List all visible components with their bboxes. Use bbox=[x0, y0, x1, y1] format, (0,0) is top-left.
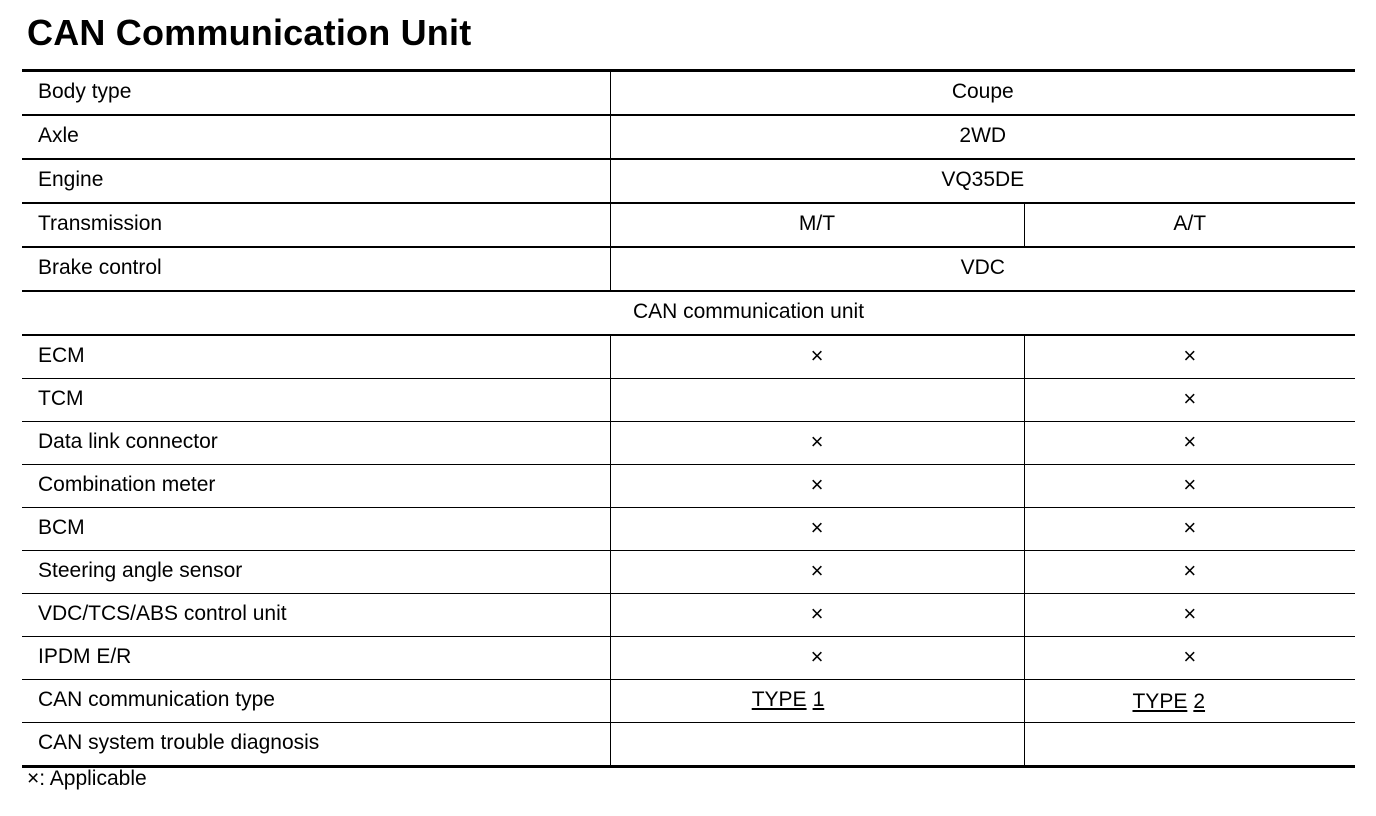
transmission-at: A/T bbox=[1024, 203, 1355, 247]
type-link-word[interactable]: TYPE bbox=[751, 688, 807, 711]
page-title: CAN Communication Unit bbox=[27, 12, 472, 53]
row-comm-type bbox=[22, 680, 1355, 723]
unit-label: IPDM E/R bbox=[22, 637, 610, 680]
comm-type-at[interactable] bbox=[1024, 680, 1355, 723]
applicable-mark: × bbox=[810, 343, 824, 368]
unit-at-mark bbox=[1024, 551, 1355, 594]
row-label: Transmission bbox=[22, 203, 610, 247]
engine-value: VQ35DE bbox=[610, 159, 1355, 203]
can-unit-table bbox=[22, 69, 1355, 768]
body-type-value: Coupe bbox=[610, 71, 1355, 116]
table-row bbox=[22, 594, 1355, 637]
unit-at-mark bbox=[1024, 508, 1355, 551]
unit-label: Combination meter bbox=[22, 465, 610, 508]
axle-value: 2WD bbox=[610, 115, 1355, 159]
row-section-header bbox=[22, 291, 1355, 335]
unit-label: BCM bbox=[22, 508, 610, 551]
unit-mt-mark bbox=[610, 422, 1024, 465]
table-row bbox=[22, 335, 1355, 379]
row-body-type bbox=[22, 71, 1355, 116]
applicable-mark: × bbox=[810, 601, 824, 626]
applicable-mark: × bbox=[1183, 601, 1197, 626]
unit-at-mark bbox=[1024, 379, 1355, 422]
unit-at-mark bbox=[1024, 465, 1355, 508]
row-label: Axle bbox=[22, 115, 610, 159]
type-link-number[interactable]: 1 bbox=[812, 688, 825, 711]
trouble-diagnosis-mt bbox=[610, 723, 1024, 767]
footnote-legend: ×: Applicable bbox=[27, 767, 147, 790]
applicable-mark: × bbox=[1183, 429, 1197, 454]
unit-mt-mark bbox=[610, 508, 1024, 551]
applicable-mark: × bbox=[810, 558, 824, 583]
applicable-mark: × bbox=[810, 429, 824, 454]
section-header: CAN communication unit bbox=[22, 291, 1355, 335]
unit-at-mark bbox=[1024, 594, 1355, 637]
brake-control-value: VDC bbox=[610, 247, 1355, 291]
table-row bbox=[22, 379, 1355, 422]
transmission-mt: M/T bbox=[610, 203, 1024, 247]
applicable-mark: × bbox=[1183, 343, 1197, 368]
row-trouble-diagnosis bbox=[22, 723, 1355, 767]
unit-mt-mark bbox=[610, 637, 1024, 680]
applicable-mark: × bbox=[1183, 515, 1197, 540]
row-label: CAN system trouble diagnosis bbox=[22, 723, 610, 767]
table-row bbox=[22, 551, 1355, 594]
type-link-number[interactable]: 2 bbox=[1193, 690, 1206, 713]
table-row bbox=[22, 465, 1355, 508]
applicable-mark: × bbox=[810, 472, 824, 497]
applicable-mark: × bbox=[1183, 644, 1197, 669]
row-transmission bbox=[22, 203, 1355, 247]
unit-label: Steering angle sensor bbox=[22, 551, 610, 594]
row-brake-control bbox=[22, 247, 1355, 291]
row-label: Engine bbox=[22, 159, 610, 203]
row-engine bbox=[22, 159, 1355, 203]
unit-at-mark bbox=[1024, 335, 1355, 379]
unit-mt-mark bbox=[610, 465, 1024, 508]
unit-mt-mark bbox=[610, 379, 1024, 422]
unit-label: ECM bbox=[22, 335, 610, 379]
unit-mt-mark bbox=[610, 335, 1024, 379]
table-row bbox=[22, 637, 1355, 680]
table-row bbox=[22, 508, 1355, 551]
unit-mt-mark bbox=[610, 594, 1024, 637]
row-axle bbox=[22, 115, 1355, 159]
row-label: CAN communication type bbox=[22, 680, 610, 723]
unit-label: VDC/TCS/ABS control unit bbox=[22, 594, 610, 637]
type-link-word[interactable]: TYPE bbox=[1132, 690, 1188, 713]
applicable-mark: × bbox=[1183, 472, 1197, 497]
trouble-diagnosis-at bbox=[1024, 723, 1355, 767]
row-label: Brake control bbox=[22, 247, 610, 291]
unit-label: TCM bbox=[22, 379, 610, 422]
comm-type-mt[interactable] bbox=[610, 680, 1024, 723]
row-label: Body type bbox=[38, 80, 132, 103]
applicable-mark: × bbox=[1183, 558, 1197, 583]
applicable-mark: × bbox=[1183, 386, 1197, 411]
table-row bbox=[22, 422, 1355, 465]
applicable-mark: × bbox=[810, 644, 824, 669]
unit-at-mark bbox=[1024, 637, 1355, 680]
unit-at-mark bbox=[1024, 422, 1355, 465]
unit-mt-mark bbox=[610, 551, 1024, 594]
unit-label: Data link connector bbox=[22, 422, 610, 465]
applicable-mark: × bbox=[810, 515, 824, 540]
